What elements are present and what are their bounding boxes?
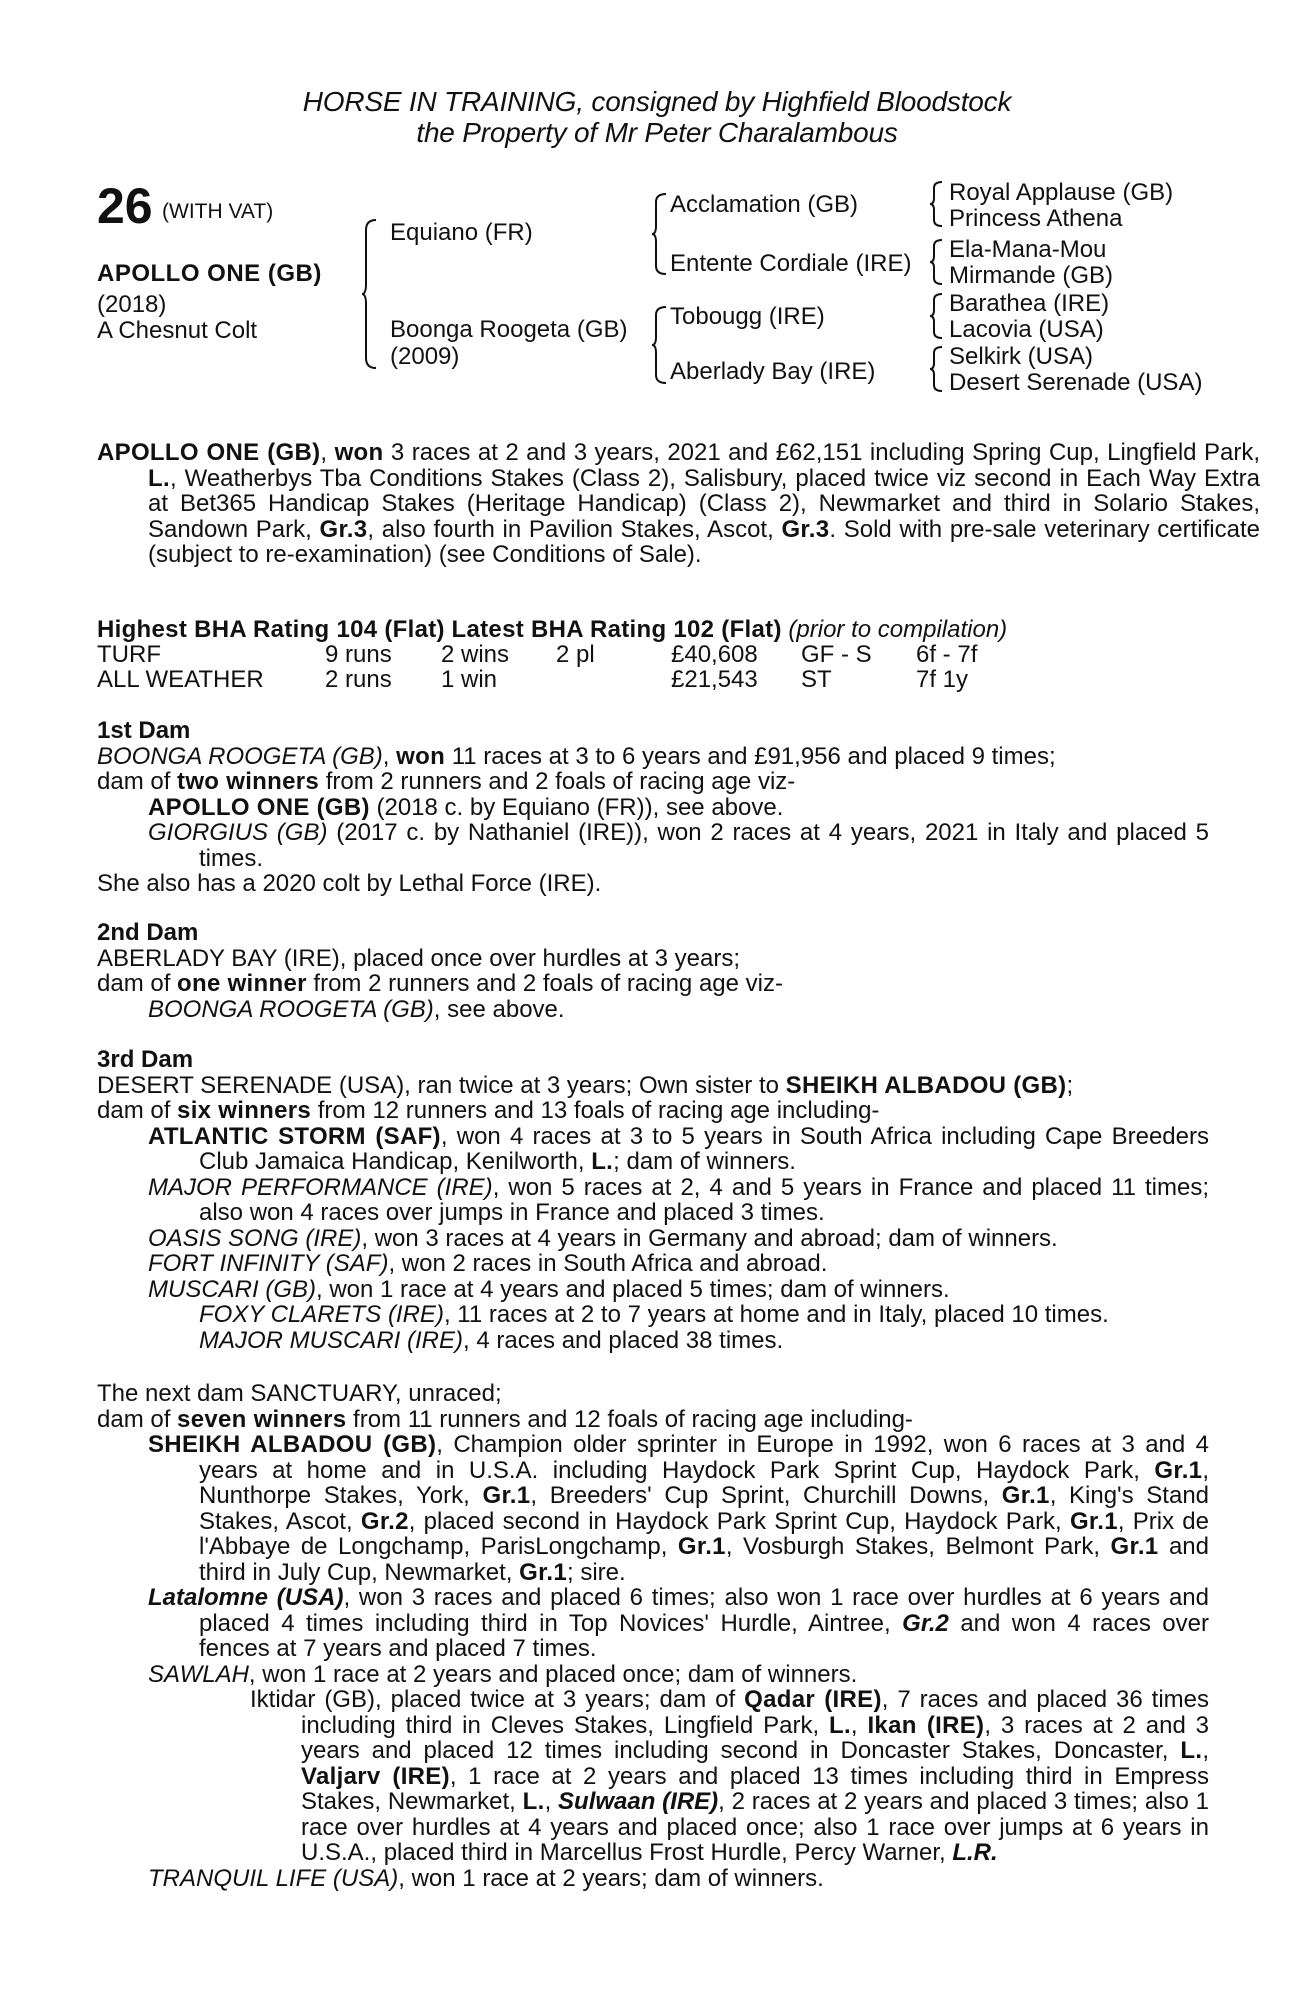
produce-text: , Breeders' Cup Sprint, Churchill Downs, bbox=[530, 1482, 1002, 1509]
winners-count: one winner bbox=[177, 970, 307, 997]
grand-produce-item bbox=[97, 1687, 1209, 1866]
stats-wins: 1 win bbox=[441, 666, 498, 693]
foaling-year: (2018) bbox=[97, 291, 167, 318]
produce-text: , won 2 races in South Africa and abroad. bbox=[388, 1250, 828, 1277]
dam-text: from 2 runners and 2 foals of racing age viz- bbox=[319, 768, 796, 795]
dam-produce bbox=[97, 971, 1209, 997]
produce-text: , won 5 races at 2, 4 and 5 years in France and placed 11 times; also won 4 races over jumps in France and placed 3 times. bbox=[199, 1173, 1209, 1226]
produce-item bbox=[97, 1432, 1209, 1585]
summary-text: . Sold with pre-sale veterinary certificate (subject to re-examination) (see Conditions of Sale). bbox=[148, 515, 1260, 568]
produce-text: and third in July Cup, Newmarket, bbox=[199, 1533, 1209, 1586]
produce-item bbox=[97, 1226, 1209, 1252]
stats-placed: 2 pl bbox=[556, 641, 595, 668]
produce-text: , won 1 race at 2 years; dam of winners. bbox=[398, 1864, 824, 1892]
pedigree-sire: Equiano (FR) bbox=[390, 219, 533, 246]
produce-text: ; sire. bbox=[567, 1558, 626, 1586]
listed-marker: L. bbox=[1180, 1737, 1203, 1764]
horse-name: APOLLO ONE (GB) bbox=[97, 260, 322, 287]
produce-item bbox=[97, 1585, 1209, 1662]
produce-text: , see above. bbox=[433, 995, 565, 1023]
dam-text: from 11 runners and 12 foals of racing age including- bbox=[346, 1405, 913, 1433]
produce-text: ; dam of winners. bbox=[613, 1148, 796, 1175]
dam-text: from 12 runners and 13 foals of racing age including- bbox=[311, 1097, 880, 1124]
stats-surface: TURF bbox=[97, 641, 161, 668]
dam-produce bbox=[97, 1407, 1209, 1433]
stats-going: GF - S bbox=[801, 641, 872, 668]
produce-text: (2017 c. by Nathaniel (IRE)), won 2 races at 4 years, 2021 in Italy and placed 5 times. bbox=[199, 819, 1209, 872]
pedigree-sd-sire: Ela-Mana-Mou bbox=[949, 236, 1107, 263]
summary-won: won bbox=[334, 439, 384, 466]
produce-text: (2018 c. by Equiano (FR)), see above. bbox=[369, 793, 784, 821]
produce-name: SHEIKH ALBADOU (GB) bbox=[148, 1431, 437, 1458]
group-marker: Gr.1 bbox=[1001, 1482, 1050, 1509]
produce-item bbox=[97, 997, 1209, 1023]
produce-text: , won 4 races at 3 to 5 years in South Africa including Cape Breeders Club Jamaica Handicap, Kenilworth, bbox=[199, 1122, 1209, 1175]
produce-name: Latalomne (USA) bbox=[148, 1584, 344, 1611]
produce-item bbox=[97, 1662, 1209, 1688]
produce-text: , Champion older sprinter in Europe in 1992, won 6 races at 3 and 4 years at home and in U.S.A. including Haydock Park Sprint Cup, Haydock Park, bbox=[199, 1431, 1209, 1484]
produce-name: TRANQUIL LIFE (USA) bbox=[148, 1864, 399, 1892]
dam-produce bbox=[97, 1098, 1209, 1124]
section-heading: 2nd Dam bbox=[97, 919, 199, 946]
stats-distance: 6f - 7f bbox=[916, 641, 978, 668]
produce-name: MAJOR PERFORMANCE (IRE) bbox=[148, 1173, 493, 1201]
dam-record bbox=[97, 1073, 1209, 1099]
dam-text: 11 races at 3 to 6 years and £91,956 and placed 9 times; bbox=[445, 742, 1056, 770]
stats-earnings: £21,543 bbox=[671, 666, 758, 693]
produce-item bbox=[97, 1124, 1209, 1175]
sister-name: SHEIKH ALBADOU (GB) bbox=[785, 1071, 1067, 1099]
pedigree-sire-sire: Acclamation (GB) bbox=[670, 191, 859, 218]
produce-name: FOXY CLARETS (IRE) bbox=[199, 1301, 444, 1328]
group-marker: Gr.1 bbox=[482, 1482, 531, 1509]
pedigree-dd-dam: Desert Serenade (USA) bbox=[949, 369, 1203, 396]
winners-count: two winners bbox=[177, 768, 320, 795]
stats-wins: 2 wins bbox=[441, 641, 510, 668]
pedigree-dam-year: (2009) bbox=[390, 343, 460, 370]
produce-text: , Vosburgh Stakes, Belmont Park, bbox=[725, 1533, 1111, 1560]
produce-item bbox=[97, 1251, 1209, 1277]
group-marker: Gr.1 bbox=[1069, 1507, 1118, 1535]
pedigree-brace-3d bbox=[930, 345, 944, 393]
group-marker: Gr.1 bbox=[677, 1533, 726, 1560]
stats-earnings: £40,608 bbox=[671, 641, 758, 668]
group-marker: Gr.2 bbox=[902, 1609, 949, 1637]
dam-record: BOONGA ROOGETA (GB), won 11 races at 3 to 6 years and £91,956 and placed 9 times; bbox=[97, 742, 1056, 770]
produce-text: , 7 races and placed 36 times including third in Cleves Stakes, Lingfield Park, bbox=[301, 1686, 1209, 1739]
summary-text: , Weatherbys Tba Conditions Stakes (Class 2), Salisbury, placed twice viz second in Each Way Extra at Bet365 Handicap Stakes (Heritage Handicap) (Class 2), Newmarket and third in Solario Stakes, Sandown Park, bbox=[148, 464, 1260, 543]
group-marker: Gr.3 bbox=[781, 515, 830, 543]
ratings-line bbox=[97, 617, 1007, 643]
dam-text: dam of bbox=[97, 1405, 178, 1433]
stats-distance: 7f 1y bbox=[916, 666, 969, 693]
second-dam-section bbox=[97, 920, 1209, 1022]
stats-going: ST bbox=[801, 666, 832, 693]
produce-text: , Prix de l'Abbaye de Longchamp, ParisLongchamp, bbox=[199, 1507, 1209, 1560]
produce-name: Qadar (IRE) bbox=[744, 1686, 882, 1713]
pedigree-brace-3b bbox=[930, 238, 944, 286]
pedigree-sd-dam: Mirmande (GB) bbox=[949, 262, 1114, 289]
produce-name: FORT INFINITY (SAF) bbox=[148, 1250, 389, 1277]
listed-marker: L. bbox=[828, 1711, 851, 1739]
group-marker: Gr.3 bbox=[319, 515, 368, 543]
produce-text: , bbox=[1202, 1737, 1209, 1764]
pedigree-dam-sire: Tobougg (IRE) bbox=[670, 303, 825, 330]
produce-text: , bbox=[850, 1711, 868, 1739]
dam-text: from 2 runners and 2 foals of racing age viz- bbox=[306, 970, 783, 997]
dam-text: dam of bbox=[97, 768, 178, 795]
pedigree-ds-sire: Barathea (IRE) bbox=[949, 290, 1110, 317]
produce-text: , won 3 races at 4 years in Germany and abroad; dam of winners. bbox=[361, 1224, 1058, 1252]
produce-text: , 1 race at 2 years and placed 13 times including third in Empress Stakes, Newmarket, bbox=[301, 1762, 1210, 1815]
produce-name: ATLANTIC STORM (SAF) bbox=[148, 1122, 441, 1150]
listed-marker: L. bbox=[522, 1788, 545, 1815]
produce-name: Ikan (IRE) bbox=[867, 1711, 985, 1739]
pedigree-sire-dam: Entente Cordiale (IRE) bbox=[670, 250, 912, 277]
group-marker: Gr.2 bbox=[360, 1507, 409, 1535]
winners-count: seven winners bbox=[177, 1405, 347, 1433]
horse-description: A Chesnut Colt bbox=[97, 317, 258, 344]
pedigree-brace-main bbox=[362, 218, 378, 370]
produce-name: APOLLO ONE (GB) bbox=[148, 793, 370, 821]
pedigree-ss-dam: Princess Athena bbox=[949, 205, 1123, 232]
rating-note: (prior to compilation) bbox=[788, 616, 1008, 643]
produce-text: Iktidar (GB), placed twice at 3 years; dam of bbox=[250, 1686, 745, 1713]
vat-label: (WITH VAT) bbox=[162, 200, 274, 223]
produce-item bbox=[97, 820, 1209, 871]
consignor-line: HORSE IN TRAINING, consigned by Highfield Bloodstock bbox=[302, 86, 1012, 117]
produce-text: , Nunthorpe Stakes, York, bbox=[199, 1456, 1209, 1509]
pedigree-ss-sire: Royal Applause (GB) bbox=[949, 179, 1174, 206]
group-marker: Gr.1 bbox=[1154, 1456, 1203, 1484]
listed-marker: L. bbox=[148, 464, 170, 492]
listed-marker: L.R. bbox=[952, 1839, 998, 1866]
produce-item bbox=[97, 795, 1209, 821]
dam-record: ABERLADY BAY (IRE), placed once over hurdles at 3 years; bbox=[97, 944, 740, 972]
pedigree-dam-dam: Aberlady Bay (IRE) bbox=[670, 358, 876, 385]
summary-text: , also fourth in Pavilion Stakes, Ascot, bbox=[367, 515, 782, 543]
produce-name: Sulwaan (IRE) bbox=[558, 1788, 719, 1815]
summary-horse-name: APOLLO ONE (GB) bbox=[97, 439, 321, 466]
dam-text: ; bbox=[1066, 1071, 1074, 1099]
winners-count: six winners bbox=[177, 1097, 312, 1124]
dam-text: dam of bbox=[97, 1097, 178, 1124]
produce-text: , placed second in Haydock Park Sprint Cup, Haydock Park, bbox=[408, 1507, 1070, 1535]
produce-text: and won 4 races over fences at 7 years and placed 7 times. bbox=[199, 1609, 1209, 1662]
produce-text: , 4 races and placed 38 times. bbox=[463, 1326, 784, 1354]
pedigree-brace-sire bbox=[652, 192, 668, 276]
dam-produce bbox=[97, 769, 1209, 795]
produce-item bbox=[97, 1277, 1209, 1303]
section-heading: 3rd Dam bbox=[97, 1046, 194, 1073]
race-summary: APOLLO ONE (GB), won 3 races at 2 and 3 years, 2021 and £62,151 including Spring Cup, Lingfield Park, L., Weatherbys Tba Conditions Stakes (Class 2), Salisbury, placed twice viz second in Each Way Extra at Bet365 Handicap Stakes (Heritage Handicap) (Class 2), Newmarket and third in Solario Stakes, Sandown Park, Gr.3, also fourth in Pavilion Stakes, Ascot, Gr.3. Sold with pre-sale veterinary certificate (subject to re-examination) (see Conditions of Sale). bbox=[97, 439, 1260, 568]
produce-text: , bbox=[544, 1788, 559, 1815]
lot-number: 26 bbox=[97, 178, 153, 234]
stats-runs: 9 runs bbox=[325, 641, 392, 668]
dam-text: dam of bbox=[97, 970, 178, 997]
next-dam-section bbox=[97, 1381, 1209, 1891]
dam-text: DESERT SERENADE (USA), ran twice at 3 years; Own sister to bbox=[97, 1071, 786, 1099]
produce-text: , 11 races at 2 to 7 years at home and in Italy, placed 10 times. bbox=[443, 1301, 1109, 1328]
produce-name: BOONGA ROOGETA (GB) bbox=[148, 995, 434, 1023]
produce-name: MUSCARI (GB) bbox=[148, 1275, 316, 1303]
produce-text: , 2 races at 2 years and placed 3 times; also 1 race over hurdles at 4 years and placed once; also 1 race over jumps at 6 years in U.S.A., placed third in Marcellus Frost Hurdle, Percy Warner, bbox=[301, 1788, 1209, 1866]
produce-name: GIORGIUS (GB) bbox=[148, 819, 328, 846]
pedigree-ds-dam: Lacovia (USA) bbox=[949, 316, 1104, 343]
group-marker: Gr.1 bbox=[1110, 1533, 1159, 1560]
pedigree-brace-3c bbox=[930, 292, 944, 340]
first-dam-section bbox=[97, 718, 1209, 897]
produce-name: SAWLAH bbox=[148, 1660, 249, 1688]
section-heading: 1st Dam bbox=[97, 717, 191, 744]
pedigree-dd-sire: Selkirk (USA) bbox=[949, 343, 1094, 370]
stats-runs: 2 runs bbox=[325, 666, 392, 693]
dam-record: The next dam SANCTUARY, unraced; bbox=[97, 1380, 502, 1407]
highest-rating: Highest BHA Rating 104 (Flat) bbox=[97, 616, 445, 643]
listed-marker: L. bbox=[591, 1148, 614, 1175]
pedigree-dam: Boonga Roogeta (GB) bbox=[390, 316, 628, 343]
produce-name: OASIS SONG (IRE) bbox=[148, 1224, 362, 1252]
produce-name: MAJOR MUSCARI (IRE) bbox=[199, 1326, 463, 1354]
summary-text: 3 races at 2 and 3 years, 2021 and £62,151 including Spring Cup, Lingfield Park, bbox=[383, 439, 1260, 466]
grand-produce-item bbox=[97, 1302, 1209, 1328]
latest-rating: Latest BHA Rating 102 (Flat) bbox=[451, 616, 782, 643]
produce-name: Valjarv (IRE) bbox=[301, 1762, 450, 1790]
produce-item bbox=[97, 1866, 1209, 1892]
won-label: won bbox=[396, 742, 446, 770]
pedigree-brace-3a bbox=[930, 180, 944, 228]
produce-text: , 3 races at 2 and 3 years and placed 12 times including second in Doncaster Stakes, Doncaster, bbox=[301, 1711, 1210, 1764]
produce-text: , won 1 race at 4 years and placed 5 times; dam of winners. bbox=[316, 1275, 950, 1303]
grand-produce-item bbox=[97, 1328, 1209, 1354]
dam-name: BOONGA ROOGETA (GB) bbox=[97, 742, 383, 770]
pedigree-brace-dam bbox=[652, 305, 668, 385]
third-dam-section bbox=[97, 1047, 1209, 1353]
property-line: the Property of Mr Peter Charalambous bbox=[416, 117, 898, 148]
produce-item bbox=[97, 1175, 1209, 1226]
produce-text: , King's Stand Stakes, Ascot, bbox=[199, 1482, 1210, 1535]
group-marker: Gr.1 bbox=[519, 1558, 568, 1586]
produce-text: , won 3 races and placed 6 times; also won 1 race over hurdles at 6 years and placed 4 times including third in Top Novices' Hurdle, Aintree, bbox=[199, 1584, 1209, 1637]
produce-text: , won 1 race at 2 years and placed once; dam of winners. bbox=[248, 1660, 858, 1688]
stats-surface: ALL WEATHER bbox=[97, 666, 264, 693]
produce-note: She also has a 2020 colt by Lethal Force (IRE). bbox=[97, 870, 602, 897]
